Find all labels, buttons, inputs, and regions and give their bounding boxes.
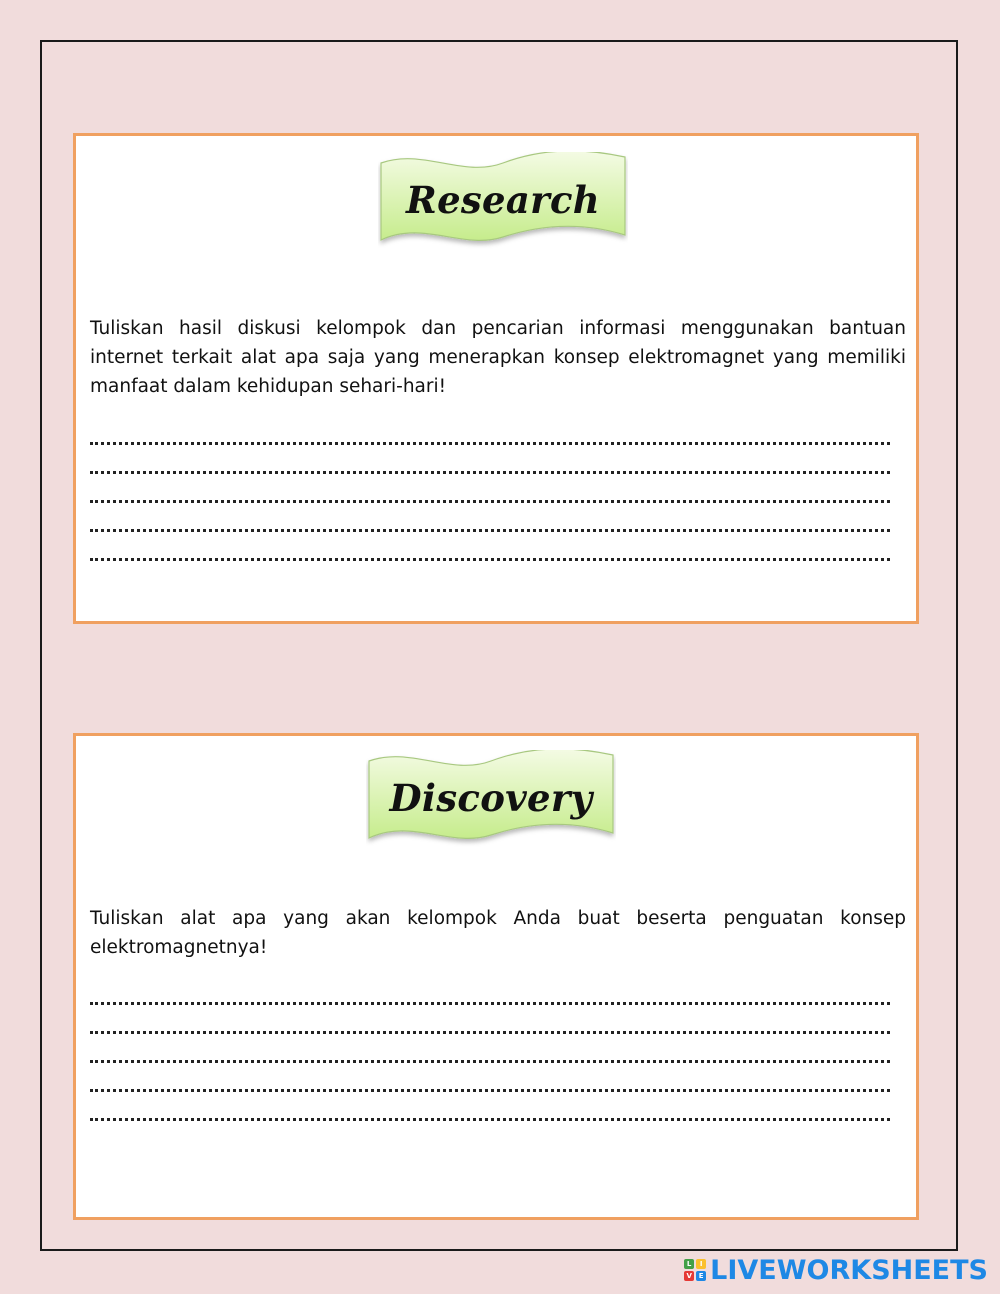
research-title: Research <box>406 178 600 222</box>
logo-letter: E <box>696 1271 706 1281</box>
liveworksheets-logo-icon <box>684 1259 706 1281</box>
discovery-title: Discovery <box>389 776 593 820</box>
research-prompt: Tuliskan hasil diskusi kelompok dan pencarian informasi menggunakan bantuan internet terkait alat apa saja yang menerapkan konsep elektromagnet yang memiliki manfaat dalam kehidupan sehari-hari! <box>90 318 906 397</box>
answer-line[interactable] <box>90 503 890 532</box>
research-card <box>73 133 919 624</box>
logo-letter: I <box>696 1259 706 1269</box>
answer-line[interactable] <box>90 445 890 474</box>
logo-letter: V <box>684 1271 694 1281</box>
discovery-answer-area[interactable] <box>90 986 890 1131</box>
answer-line[interactable] <box>90 1092 890 1121</box>
research-banner <box>378 152 628 252</box>
discovery-prompt: Tuliskan alat apa yang akan kelompok Anda buat beserta penguatan konsep elektromagnetnya! <box>90 908 906 958</box>
discovery-banner <box>366 750 616 850</box>
answer-line[interactable] <box>90 1034 890 1063</box>
liveworksheets-brand[interactable] <box>684 1253 988 1287</box>
answer-line[interactable] <box>90 416 890 445</box>
answer-line[interactable] <box>90 976 890 1005</box>
discovery-card <box>73 733 919 1220</box>
answer-line[interactable] <box>90 532 890 561</box>
answer-line[interactable] <box>90 1005 890 1034</box>
research-answer-area[interactable] <box>90 426 890 571</box>
logo-letter: L <box>684 1259 694 1269</box>
answer-line[interactable] <box>90 474 890 503</box>
answer-line[interactable] <box>90 1063 890 1092</box>
brand-name: LIVEWORKSHEETS <box>710 1254 988 1286</box>
